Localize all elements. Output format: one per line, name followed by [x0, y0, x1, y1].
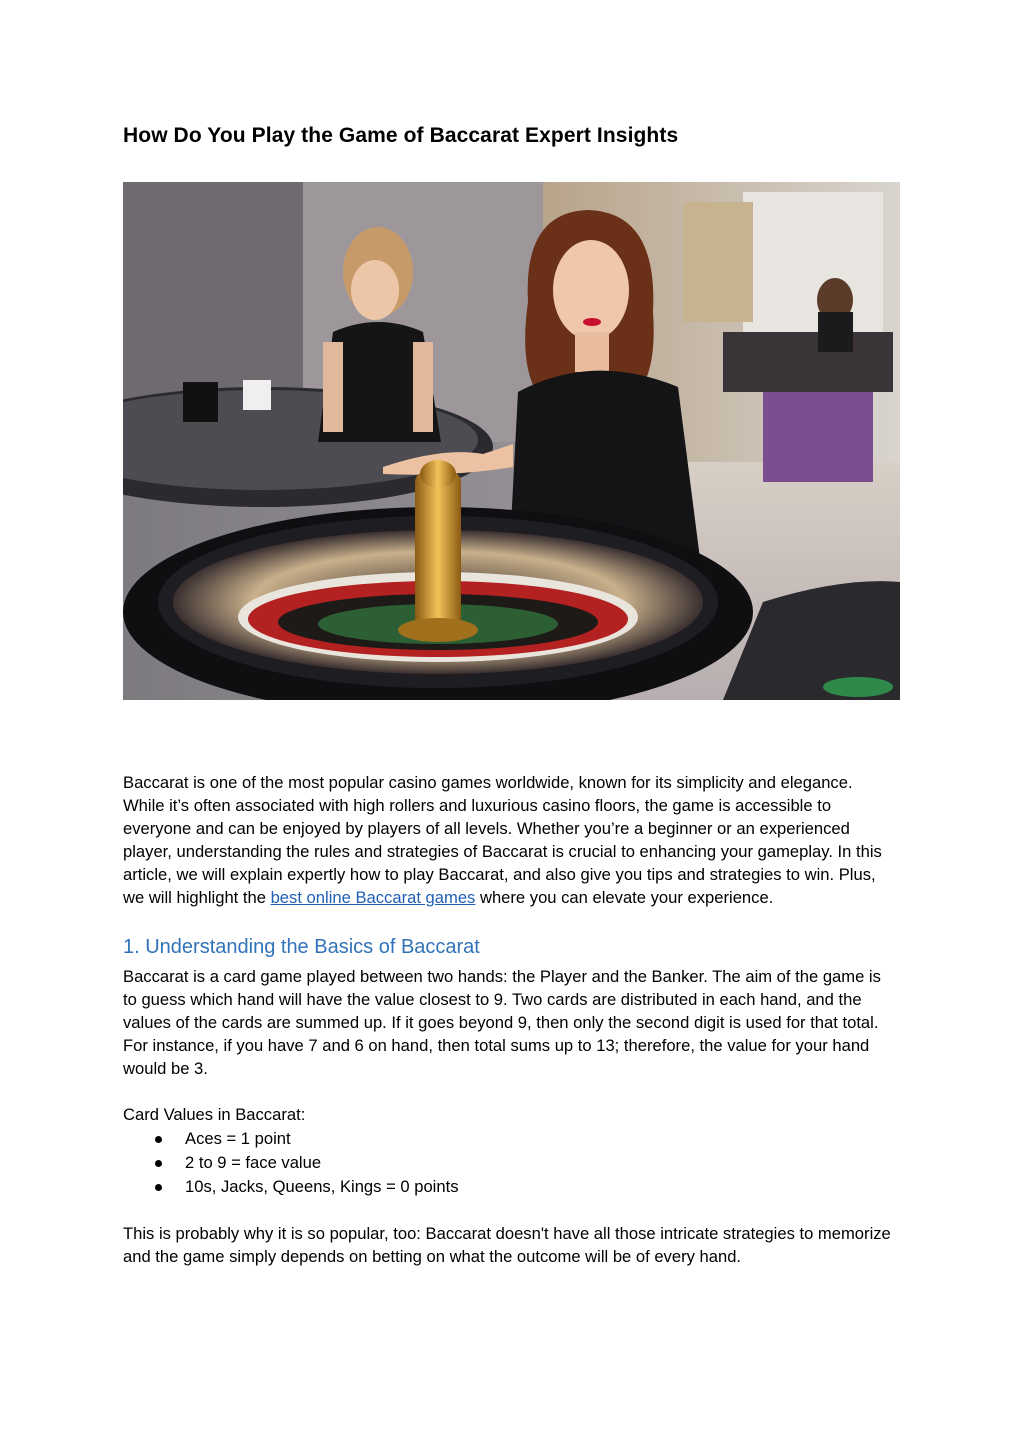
card-values-list [123, 1127, 898, 1199]
bullet-icon [155, 1184, 162, 1191]
list-item-text: Aces = 1 point [185, 1129, 291, 1148]
page-title: How Do You Play the Game of Baccarat Expert Insights [123, 124, 679, 147]
list-item [123, 1127, 898, 1151]
list-item [123, 1151, 898, 1175]
basics-paragraph [123, 965, 898, 1080]
bullet-icon [155, 1160, 162, 1167]
basics-text: Baccarat is a card game played between two hands: the Player and the Banker. The aim of the game is to guess which hand will have the value closest to 9. Two cards are distributed in each hand, and the values of the cards are summed up. If it goes beyond 9, then only the second digit is used for that total. For instance, if you have 7 and 6 on hand, then total sums up to 13; therefore, the value for your hand would be 3. [123, 967, 881, 1078]
intro-paragraph [123, 771, 898, 909]
section-heading: 1. Understanding the Basics of Baccarat [123, 936, 480, 958]
closing-paragraph [123, 1222, 898, 1268]
intro-text-end: where you can elevate your experience. [475, 888, 774, 907]
list-item-text: 2 to 9 = face value [185, 1153, 322, 1172]
card-values-block [123, 1103, 898, 1199]
best-baccarat-games-link[interactable]: best online Baccarat games [270, 888, 476, 907]
list-item [123, 1175, 898, 1199]
closing-text: This is probably why it is so popular, too: Baccarat doesn't have all those intricate strategies to memorize and the game simply depends on betting on what the outcome will be of every hand. [123, 1224, 891, 1266]
list-item-text: 10s, Jacks, Queens, Kings = 0 points [185, 1177, 459, 1196]
casino-dealers-roulette-photo [123, 182, 900, 700]
card-values-label: Card Values in Baccarat: [123, 1105, 306, 1124]
hero-image [123, 182, 900, 700]
intro-text-start: Baccarat is one of the most popular casino games worldwide, known for its simplicity and elegance. While it’s often associated with high rollers and luxurious casino floors, the game is accessible to everyone and can be enjoyed by players of all levels. Whether you’re a beginner or an experienced player, understanding the rules and strategies of Baccarat is crucial to enhancing your gameplay. In this article, we will explain expertly how to play Baccarat, and also give you tips and strategies to win. Plus, we will highlight the [123, 773, 882, 907]
bullet-icon [155, 1136, 162, 1143]
